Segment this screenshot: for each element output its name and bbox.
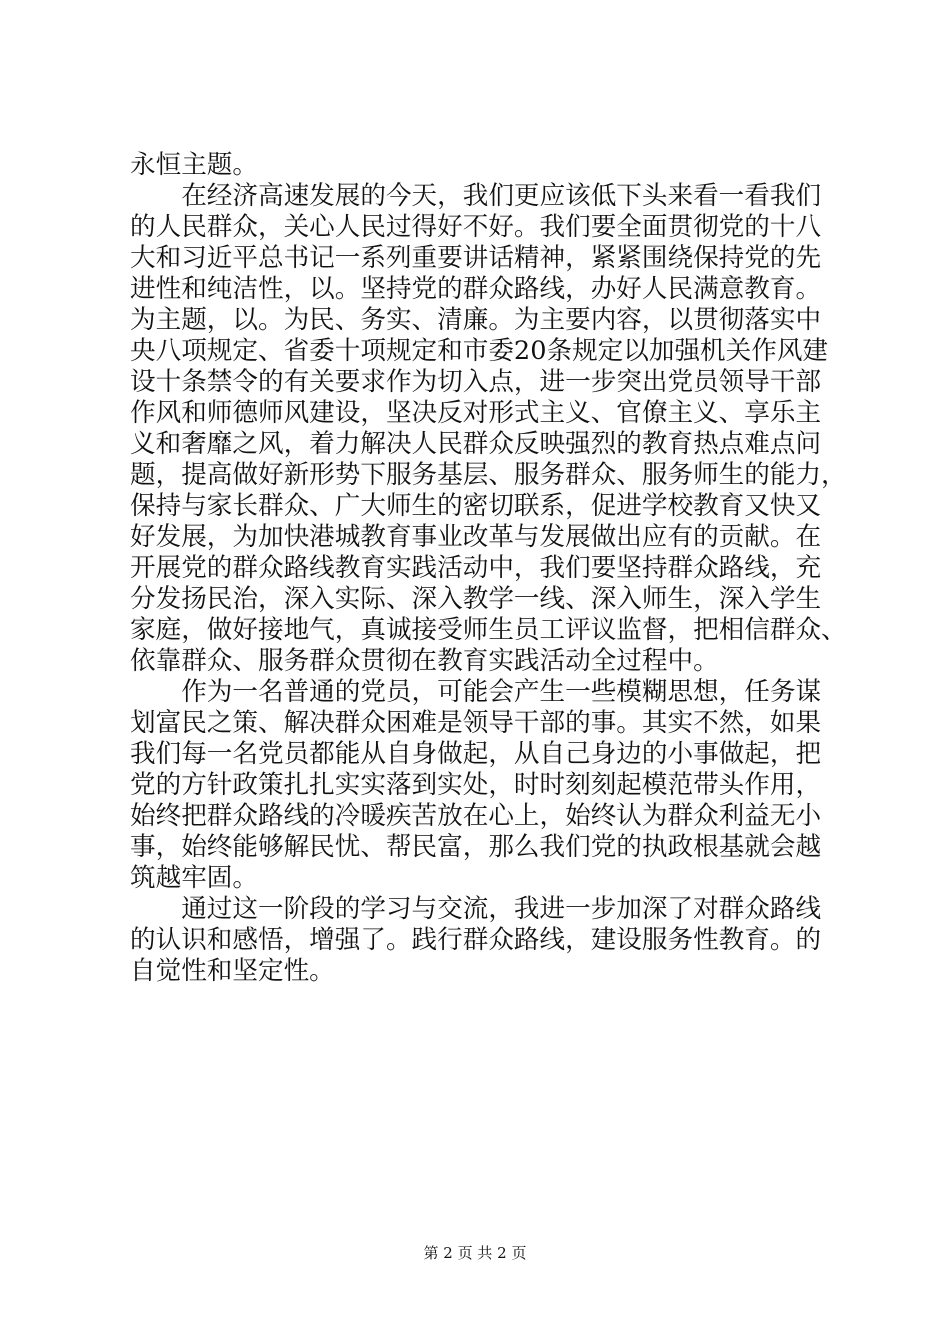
text-line: 依靠群众、服务群众贯彻在教育实践活动全过程中。	[130, 646, 719, 676]
text-line: 央八项规定、省委十项规定和市委20条规定以加强机关作风建	[130, 336, 829, 366]
text-line: 分发扬民治，深入实际、深入教学一线、深入师生，深入学生	[130, 584, 822, 614]
text-line: 义和奢靡之风，着力解决人民群众反映强烈的教育热点难点问	[130, 429, 822, 459]
text-line: 好发展，为加快港城教育事业改革与发展做出应有的贡献。在	[130, 522, 822, 552]
text-line: 我们每一名党员都能从自身做起，从自己身边的小事做起，把	[130, 739, 822, 769]
text-line: 自觉性和坚定性。	[130, 956, 335, 986]
text-line: 始终把群众路线的冷暖疾苦放在心上，始终认为群众利益无小	[130, 801, 822, 831]
text-line: 作为一名普通的党员，可能会产生一些模糊思想，任务谋	[130, 677, 822, 707]
text-line: 通过这一阶段的学习与交流，我进一步加深了对群众路线	[130, 894, 822, 924]
text-line: 在经济高速发展的今天，我们更应该低下头来看一看我们	[130, 181, 822, 211]
text-line: 永恒主题。	[130, 150, 258, 180]
text-line: 为主题，以。为民、务实、清廉。为主要内容，以贯彻落实中	[130, 305, 822, 335]
text-line: 划富民之策、解决群众困难是领导干部的事。其实不然，如果	[130, 708, 822, 738]
text-line: 大和习近平总书记一系列重要讲话精神，紧紧围绕保持党的先	[130, 243, 822, 273]
text-line: 家庭，做好接地气，真诚接受师生员工评议监督，把相信群众、	[130, 615, 847, 645]
text-line: 筑越牢固。	[130, 863, 258, 893]
text-line: 开展党的群众路线教育实践活动中，我们要坚持群众路线，充	[130, 553, 822, 583]
text-line: 的认识和感悟，增强了。践行群众路线，建设服务性教育。的	[130, 925, 822, 955]
page-number-footer: 第 2 页 共 2 页	[423, 1244, 527, 1262]
text-line: 设十条禁令的有关要求作为切入点，进一步突出党员领导干部	[130, 367, 822, 397]
text-line: 的人民群众，关心人民过得好不好。我们要全面贯彻党的十八	[130, 212, 822, 242]
text-line: 党的方针政策扎扎实实落到实处，时时刻刻起模范带头作用，	[130, 770, 822, 800]
text-line: 进性和纯洁性，以。坚持党的群众路线，办好人民满意教育。	[130, 274, 822, 304]
text-line: 保持与家长群众、广大师生的密切联系，促进学校教育又快又	[130, 491, 822, 521]
text-line: 题，提高做好新形势下服务基层、服务群众、服务师生的能力，	[130, 460, 847, 490]
text-line: 事，始终能够解民忧、帮民富，那么我们党的执政根基就会越	[130, 832, 822, 862]
text-line: 作风和师德师风建设，坚决反对形式主义、官僚主义、享乐主	[130, 398, 822, 428]
